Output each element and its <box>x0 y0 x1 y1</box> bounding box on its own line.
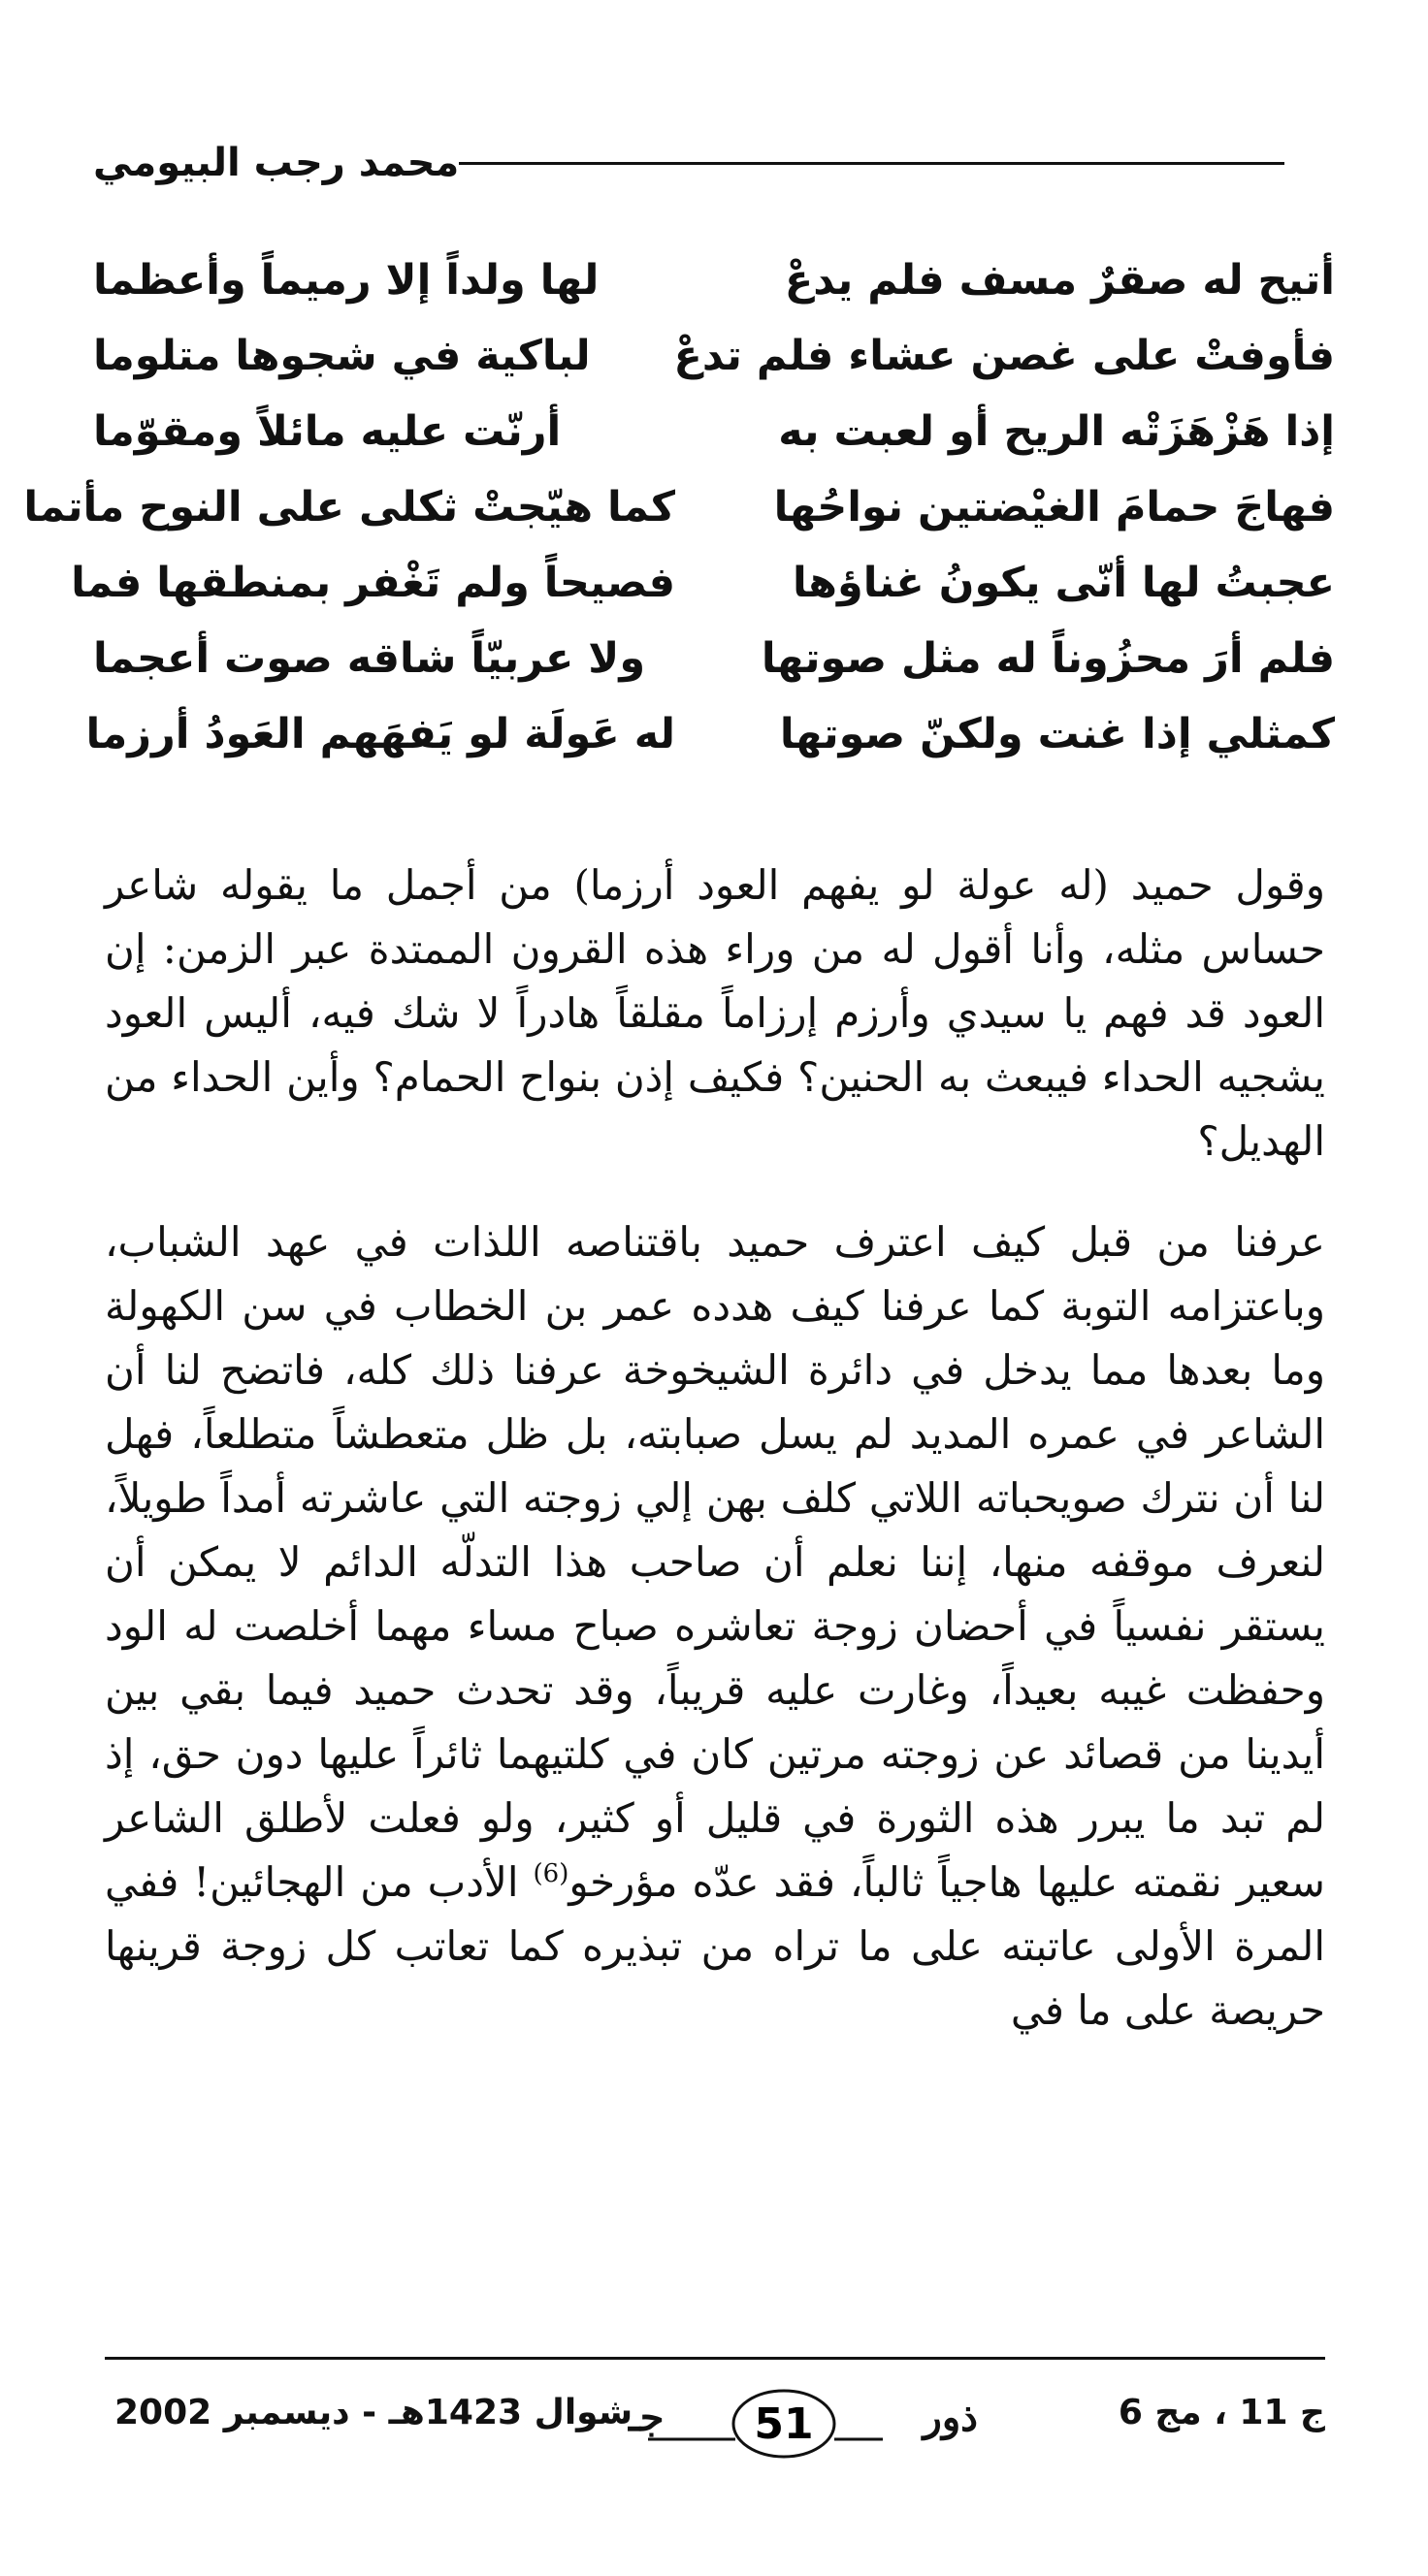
verse-first-hemistich: إذا هَزْهَزَتْه الريح أو لعبت به <box>778 407 1335 456</box>
verse <box>23 469 1335 545</box>
verse <box>85 696 1335 772</box>
header-rule <box>459 162 1284 165</box>
verse-second-hemistich: أرنّت عليه مائلاً ومقوّما <box>93 407 562 456</box>
verse <box>71 545 1335 621</box>
page-footer <box>105 2371 1325 2488</box>
author-name: محمد رجب البيومي <box>93 141 460 185</box>
verse <box>93 242 1335 318</box>
issue-info: ج 11 ، مج 6 <box>1118 2393 1325 2432</box>
verse-first-hemistich: فهاجَ حمامَ الغيْضتين نواحُها <box>773 483 1335 531</box>
verse-first-hemistich: عجبتُ لها أنّى يكونُ غناؤها <box>793 559 1335 607</box>
footnote-reference: (6) <box>533 1859 569 1888</box>
verse <box>93 621 1335 696</box>
poem <box>23 242 1335 772</box>
verse-first-hemistich: فأوفتْ على غصن عشاء فلم تدعْ <box>673 332 1335 380</box>
body-text <box>105 853 1325 2043</box>
verse-second-hemistich: له عَولَة لو يَفهَهم العَودُ أرزما <box>85 710 675 758</box>
verse-second-hemistich: فصيحاً ولم تَغْفر بمنطقها فما <box>71 559 675 607</box>
verse-first-hemistich: أتيح له صقرٌ مسف فلم يدعْ <box>784 256 1335 305</box>
verse <box>93 394 1335 469</box>
running-header <box>93 134 1308 192</box>
journal-logo <box>629 2379 978 2466</box>
paragraph-2 <box>105 1210 1325 2043</box>
issue-date: شوال 1423هـ - ديسمبر 2002 <box>114 2393 633 2432</box>
footer-rule <box>105 2357 1325 2360</box>
logo-wordmark: ذور جـ <box>629 2395 978 2440</box>
verse-second-hemistich: كما هيّجتْ ثكلى على النوح مأتما <box>23 483 675 531</box>
verse-second-hemistich: ولا عربيّاً شاقه صوت أعجما <box>93 634 646 683</box>
verse-second-hemistich: لباكية في شجوها متلوما <box>93 332 591 380</box>
paragraph-1: وقول حميد (له عولة لو يفهم العود أرزما) من أجمل ما يقوله شاعر حساس مثله، وأنا أقول له من وراء هذه القرون الممتدة عبر الزمن: إن العود قد فهم يا سيدي وأرزم إرزاماً مقلقاً هادراً لا شك فيه، أليس العود يشجيه الحداء فيبعث به الحنين؟ فكيف إذن بنواح الحمام؟ وأين الحداء من الهديل؟ <box>105 861 1325 1165</box>
paragraph-2-part-b: الأدب من الهجائين! ففي المرة الأولى عاتبته على ما تراه من تبذيره كما تعاتب كل زوجة قرينها حريصة على ما في <box>105 1858 1325 2034</box>
paragraph-2-part-a: عرفنا من قبل كيف اعترف حميد باقتناصه اللذات في عهد الشباب، وباعتزامه التوبة كما عرفنا كيف هدده عمر بن الخطاب في سن الكهولة وما بعدها مما يدخل في دائرة الشيخوخة عرفنا ذلك كله، فاتضح لنا أن الشاعر في عمره المديد لم يسل صبابته، بل ظل متعطشاً متطلعاً، فهل لنا أن نترك صويحباته اللاتي كلف بهن إلي زوجته التي عاشرته أمداً طويلاً، لنعرف موقفه منها، إننا نعلم أن صاحب هذا التدلّه الدائم لا يمكن أن يستقر نفسياً في أحضان زوجة تعاشره صباح مساء مهما أخلصت له الود وحفظت غيبه بعيداً، وغارت عليه قريباً، وقد تحدث حميد فيما بقي بين أيدينا من قصائد عن زوجته مرتين كان في كلتيهما ثائراً عليها دون حق، إذ لم تبد ما يبرر هذه الثورة في قليل أو كثير، ولو فعلت لأطلق الشاعر سعير نقمته عليها هاجياً ثالباً، فقد عدّه مؤرخو <box>105 1218 1326 1906</box>
verse-first-hemistich: كمثلي إذا غنت ولكنّ صوتها <box>779 710 1335 758</box>
page-number: 51 <box>754 2399 814 2449</box>
verse-second-hemistich: لها ولداً إلا رميماً وأعظما <box>93 256 600 305</box>
verse <box>93 318 1335 394</box>
verse-first-hemistich: فلم أرَ محزُوناً له مثل صوتها <box>761 634 1335 683</box>
